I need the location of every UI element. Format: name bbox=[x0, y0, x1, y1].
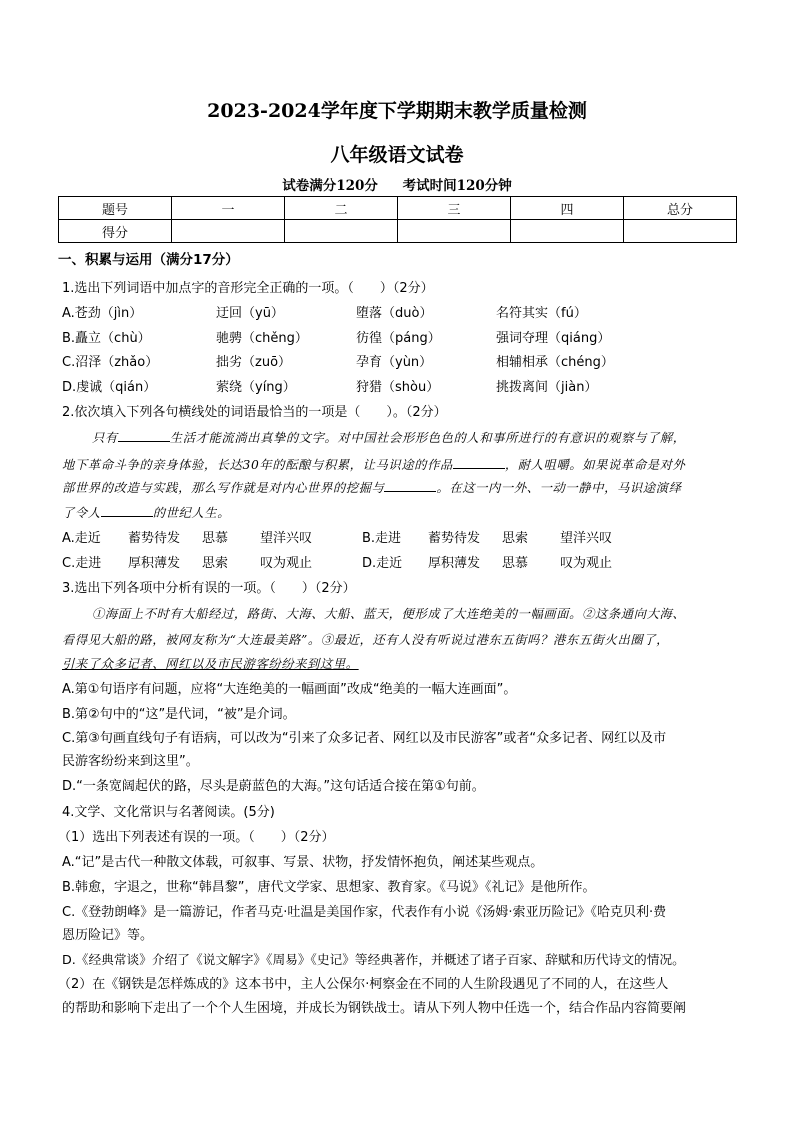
option-item: 名符其实（fú） bbox=[496, 306, 587, 321]
passage-text: 的世纪人生。 bbox=[152, 506, 231, 520]
option-item: 厚积薄发 bbox=[128, 556, 181, 571]
option-item: C.沼泽（zhǎo） bbox=[62, 355, 159, 370]
question-3-stem: 3.选出下列各项中分析有误的一项。（ ）（2分） bbox=[62, 581, 356, 596]
question-3-option-c-cont: 民游客纷纷来到这里”。 bbox=[62, 754, 199, 769]
table-cell: 四 bbox=[511, 197, 624, 220]
table-cell: 得分 bbox=[59, 220, 172, 243]
question-1-stem: 1.选出下列词语中加点字的音形完全正确的一项。（ ）（2分） bbox=[62, 281, 434, 296]
table-cell: 三 bbox=[398, 197, 511, 220]
option-item: 思索 bbox=[202, 556, 229, 571]
question-4-option-c-cont: 恩历险记》等。 bbox=[62, 928, 154, 943]
option-item: B.走进 bbox=[362, 531, 402, 546]
option-item: 驰骋（chěng） bbox=[216, 331, 308, 346]
option-item: 蓄势待发 bbox=[128, 531, 181, 546]
option-item: 蓄势待发 bbox=[428, 531, 481, 546]
option-item: 彷徨（páng） bbox=[356, 331, 441, 346]
question-3-option-d: D.“一条宽阔起伏的路，尽头是蔚蓝色的大海。”这句话适合接在第①句前。 bbox=[62, 779, 485, 794]
passage-text: 部世界的改造与实践，那么写作就是对内心世界的挖掘与 bbox=[62, 481, 385, 495]
score-cell bbox=[285, 220, 398, 243]
option-item: 强词夺理（qiáng） bbox=[496, 331, 611, 346]
table-cell: 二 bbox=[285, 197, 398, 220]
passage-text: 了令人 bbox=[62, 506, 101, 520]
question-1-option-c bbox=[62, 351, 752, 370]
question-3-passage-line-2: 看得见大船的路，被网友称为“大连最美路”。③最近，还有人没有听说过港东五街吗？港东五街火出圈了， bbox=[62, 633, 670, 647]
question-4-option-b: B.韩愈，字退之，世称“韩昌黎”，唐代文学家、思想家、教育家。《马说》《礼记》是他所作。 bbox=[62, 880, 596, 895]
option-item: 思慕 bbox=[502, 556, 529, 571]
option-item: 望洋兴叹 bbox=[260, 531, 313, 546]
score-table bbox=[58, 196, 737, 243]
option-item: 叹为观止 bbox=[560, 556, 613, 571]
question-2-passage-line-1 bbox=[92, 428, 762, 446]
option-item: 相辅相承（chéng） bbox=[496, 355, 614, 370]
passage-text: 。在这一内一外、一动一静中，马识途演绎 bbox=[436, 481, 682, 495]
table-cell: 总分 bbox=[624, 197, 737, 220]
option-item: D.走近 bbox=[362, 556, 403, 571]
question-4-sub-1: （1）选出下列表述有误的一项。（ ）（2分） bbox=[58, 830, 335, 845]
option-item: D.虔诚（qián） bbox=[62, 380, 157, 395]
question-3-underlined-sentence: 引来了众多记者、网红以及市民游客纷纷来到这里。 bbox=[62, 657, 359, 671]
question-3-passage-line-1: ①海面上不时有大船经过，路街、大海、大船、蓝天，便形成了大连绝美的一幅画面。②这条通向大海、 bbox=[92, 607, 686, 621]
option-item: A.走近 bbox=[62, 531, 101, 546]
passage-text: 地下革命斗争的亲身体验，长达30年的酝酿与积累，让马识途的作品 bbox=[62, 458, 453, 472]
question-4-stem: 4.文学、文化常识与名著阅读。(5分) bbox=[62, 805, 275, 820]
score-table-score-row bbox=[59, 220, 737, 243]
option-item: C.走进 bbox=[62, 556, 102, 571]
score-cell bbox=[511, 220, 624, 243]
option-item: 挑拨离间（jiàn） bbox=[496, 380, 598, 395]
question-2-options-row-1 bbox=[62, 527, 662, 546]
question-3-option-a: A.第①句语序有问题，应将“大连绝美的一幅画面”改成“绝美的一幅大连画面”。 bbox=[62, 682, 517, 697]
exam-subtitle: 八年级语文试卷 bbox=[330, 144, 464, 166]
question-2-stem: 2.依次填入下列各句横线处的词语最恰当的一项是（ ）。（2分） bbox=[62, 405, 447, 420]
question-4-option-d: D.《经典常谈》介绍了《说文解字》《周易》《史记》等经典著作，并概述了诸子百家、辞赋和历代诗文的情况。 bbox=[62, 952, 685, 967]
question-2-options-row-2 bbox=[62, 552, 662, 571]
fill-blank bbox=[118, 429, 170, 442]
question-4-sub-2: （2）在《钢铁是怎样炼成的》这本书中，主人公保尔·柯察金在不同的人生阶段遇见了不同的人，在这些人 bbox=[58, 977, 669, 992]
option-item: 叹为观止 bbox=[260, 556, 313, 571]
score-cell bbox=[172, 220, 285, 243]
option-item: 思索 bbox=[502, 531, 529, 546]
passage-text: ，耐人咀嚼。如果说革命是对外 bbox=[504, 458, 686, 472]
question-2-passage-line-4 bbox=[62, 503, 732, 521]
question-2-passage-line-2 bbox=[62, 455, 732, 473]
fill-blank bbox=[101, 504, 153, 517]
option-item: A.苍劲（jìn） bbox=[62, 306, 143, 321]
passage-text: 生活才能流淌出真挚的文字。对中国社会形形色色的人和事所进行的有意识的观察与了解， bbox=[169, 431, 686, 445]
question-2-passage-line-3 bbox=[62, 478, 732, 496]
question-1-option-d bbox=[62, 376, 752, 395]
section-heading: 一、积累与运用（满分17分） bbox=[58, 252, 239, 268]
option-item: 萦绕（yíng） bbox=[216, 380, 296, 395]
question-3-option-b: B.第②句中的“这”是代词，“被”是介词。 bbox=[62, 707, 296, 722]
score-table-header-row bbox=[59, 197, 737, 220]
question-1-option-b bbox=[62, 327, 752, 346]
option-item: 孕育（yùn） bbox=[356, 355, 433, 370]
question-1-option-a bbox=[62, 302, 752, 321]
score-cell bbox=[398, 220, 511, 243]
option-item: 狩猎（shòu） bbox=[356, 380, 440, 395]
table-cell: 题号 bbox=[59, 197, 172, 220]
fill-blank bbox=[384, 479, 436, 492]
question-4-option-c: C.《登勃朗峰》是一篇游记，作者马克·吐温是美国作家，代表作有小说《汤姆·索亚历险记》《哈克贝利·费 bbox=[62, 905, 667, 920]
question-4-sub-2-cont: 的帮助和影响下走出了一个个人生困境，并成长为钢铁战士。请从下列人物中任选一个，结合作品内容简要阐 bbox=[62, 1001, 687, 1016]
question-3-option-c: C.第③句画直线句子有语病，可以改为“引来了众多记者、网红以及市民游客”或者“众多记者、网红以及市 bbox=[62, 731, 667, 746]
option-item: 拙劣（zuō） bbox=[216, 355, 292, 370]
fill-blank bbox=[453, 456, 505, 469]
table-cell: 一 bbox=[172, 197, 285, 220]
exam-info bbox=[0, 174, 794, 194]
option-item: 厚积薄发 bbox=[428, 556, 481, 571]
time-text: 考试时间120分钟 bbox=[402, 178, 512, 194]
total-score-text: 试卷满分120分 bbox=[282, 178, 378, 194]
exam-title: 2023-2024学年度下学期期末教学质量检测 bbox=[207, 100, 587, 122]
option-item: 迂回（yū） bbox=[216, 306, 284, 321]
score-cell bbox=[624, 220, 737, 243]
option-item: B.矗立（chù） bbox=[62, 331, 151, 346]
option-item: 望洋兴叹 bbox=[560, 531, 613, 546]
question-4-option-a: A.“记”是古代一种散文体载，可叙事、写景、状物，抒发情怀抱负，阐述某些观点。 bbox=[62, 855, 544, 870]
option-item: 思慕 bbox=[202, 531, 229, 546]
passage-text: 只有 bbox=[92, 431, 118, 445]
option-item: 堕落（duò） bbox=[356, 306, 433, 321]
